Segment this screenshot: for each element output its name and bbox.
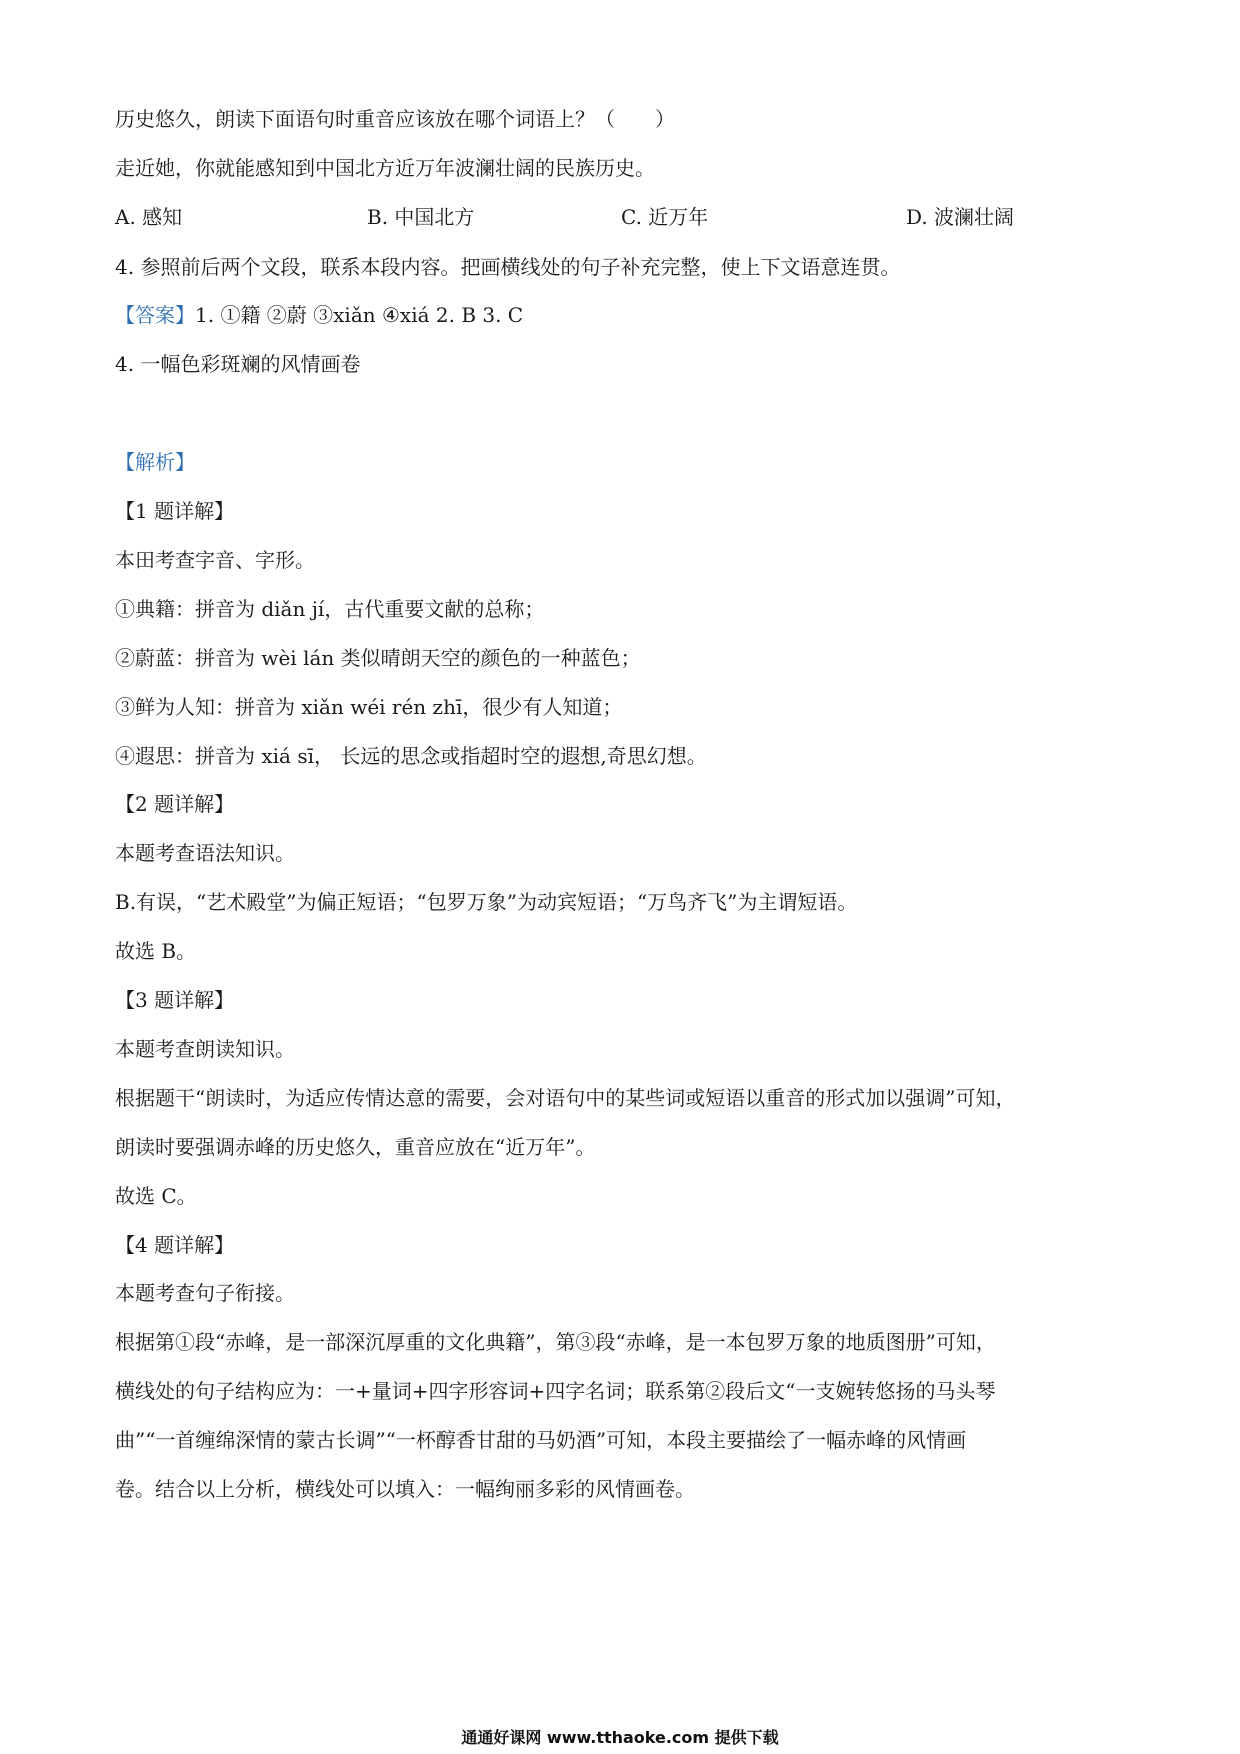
analysis-line: 【3 题详解】 xyxy=(115,988,235,1012)
analysis-line: 【4 题详解】 xyxy=(115,1233,235,1257)
analysis-line: 本田考查字音、字形。 xyxy=(115,548,315,572)
analysis-line: 【1 题详解】 xyxy=(115,499,235,523)
question-4: 4. 参照前后两个文段，联系本段内容。把画横线处的句子补充完整，使上下文语意连贯。 xyxy=(115,255,901,279)
analysis-line: 卷。结合以上分析，横线处可以填入：一幅绚丽多彩的风情画卷。 xyxy=(115,1477,695,1501)
answer-label: 【答案】 xyxy=(115,303,195,327)
analysis-line: 根据题干“朗读时，为适应传情达意的需要，会对语句中的某些词或短语以重音的形式加以强调”可知， xyxy=(115,1086,1016,1110)
analysis-line: 本题考查朗读知识。 xyxy=(115,1037,295,1061)
analysis-line: ④遐思：拼音为 xiá sī， 长远的思念或指超时空的遐想,奇思幻想。 xyxy=(115,744,707,768)
analysis-line: 【2 题详解】 xyxy=(115,792,235,816)
option-d: D. 波澜壮阔 xyxy=(906,205,1015,229)
footer-source: 通通好课网 www.tthaoke.com 提供下载 xyxy=(461,1728,779,1747)
analysis-line: ②蔚蓝：拼音为 wèi lán 类似晴朗天空的颜色的一种蓝色； xyxy=(115,646,641,670)
analysis-line: 本题考查语法知识。 xyxy=(115,841,295,865)
analysis-line: ①典籍：拼音为 diǎn jí，古代重要文献的总称； xyxy=(115,597,545,621)
option-b: B. 中国北方 xyxy=(367,205,475,229)
analysis-line: B.有误，“艺术殿堂”为偏正短语；“包罗万象”为动宾短语；“万鸟齐飞”为主谓短语。 xyxy=(115,890,858,914)
analysis-line: 朗读时要强调赤峰的历史悠久，重音应放在“近万年”。 xyxy=(115,1135,596,1159)
answer-line-2: 4. 一幅色彩斑斓的风情画卷 xyxy=(115,352,361,376)
analysis-line: 本题考查句子衔接。 xyxy=(115,1281,295,1305)
analysis-line: 故选 B。 xyxy=(115,939,197,963)
option-c: C. 近万年 xyxy=(621,205,709,229)
answer-text: 1. ①籍 ②蔚 ③xiǎn ④xiá 2. B 3. C xyxy=(195,303,524,327)
question-line-1: 历史悠久，朗读下面语句时重音应该放在哪个词语上？（ ） xyxy=(115,107,675,131)
analysis-line: ③鲜为人知：拼音为 xiǎn wéi rén zhī，很少有人知道； xyxy=(115,695,623,719)
answer-line-1 xyxy=(115,302,523,328)
analysis-line: 根据第①段“赤峰，是一部深沉厚重的文化典籍”，第③段“赤峰，是一本包罗万象的地质图册”可知， xyxy=(115,1330,996,1354)
analysis-line: 故选 C。 xyxy=(115,1184,197,1208)
analysis-label: 【解析】 xyxy=(115,450,195,474)
analysis-line: 横线处的句子结构应为：一+量词+四字形容词+四字名词；联系第②段后文“一支婉转悠扬的马头琴 xyxy=(115,1379,996,1403)
question-line-2: 走近她，你就能感知到中国北方近万年波澜壮阔的民族历史。 xyxy=(115,156,655,180)
option-a: A. 感知 xyxy=(115,205,183,229)
analysis-line: 曲”“一首缠绵深情的蒙古长调”“一杯醇香甘甜的马奶酒”可知，本段主要描绘了一幅赤峰的风情画 xyxy=(115,1428,967,1452)
